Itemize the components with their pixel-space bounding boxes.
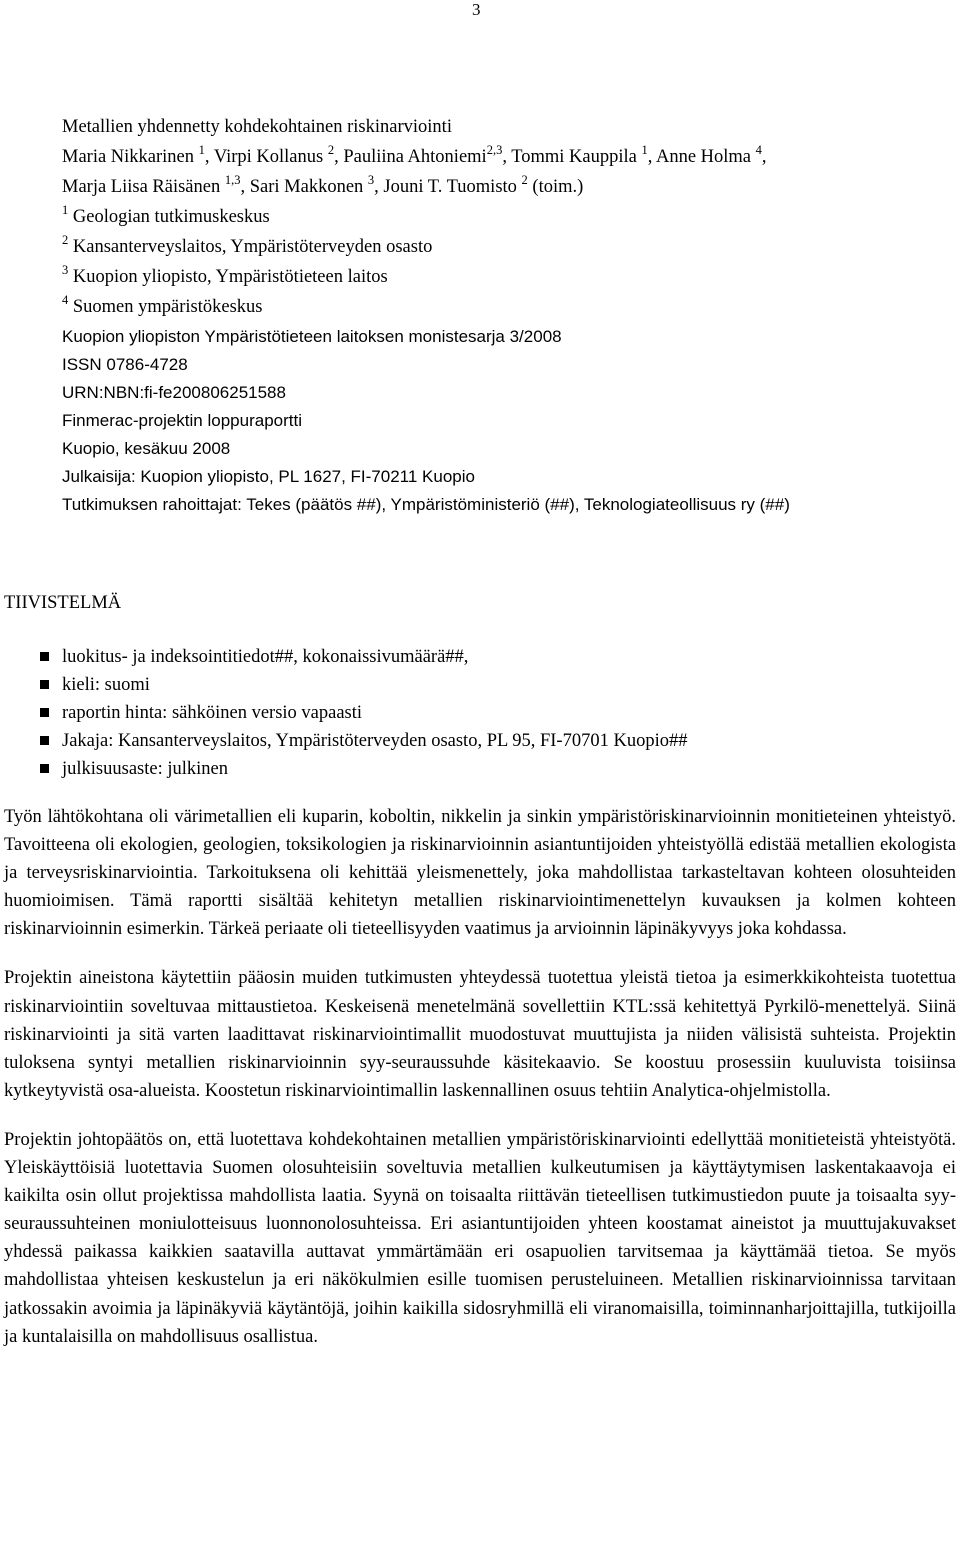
affiliation-marker: 2 xyxy=(327,142,335,157)
affiliation-marker: 4 xyxy=(755,142,762,157)
affiliation-1 xyxy=(62,202,960,232)
page-number: 3 xyxy=(472,0,481,19)
affiliation-3 xyxy=(62,262,960,292)
report-type: Finmerac-projektin loppuraportti xyxy=(62,411,302,430)
list-item-text: kieli: suomi xyxy=(62,675,150,695)
author-name: Maria Nikkarinen xyxy=(62,147,195,167)
author-name: , Virpi Kollanus xyxy=(204,147,324,167)
authors-line-2 xyxy=(62,172,960,202)
report-metadata xyxy=(62,112,960,519)
editor-note: (toim.) xyxy=(527,177,584,197)
place-date: Kuopio, kesäkuu 2008 xyxy=(62,439,231,458)
author-name: , Pauliina Ahtoniemi xyxy=(334,147,487,167)
urn: URN:NBN:fi-fe200806251588 xyxy=(62,383,286,402)
publisher: Julkaisija: Kuopion yliopisto, PL 1627, FI-70211 Kuopio xyxy=(62,467,475,486)
list-item-text: Jakaja: Kansanterveyslaitos, Ympäristöterveyden osasto, PL 95, FI-70701 Kuopio## xyxy=(62,731,688,751)
series-info: Kuopion yliopiston Ympäristötieteen laitoksen monistesarja 3/2008 xyxy=(62,327,562,346)
affiliation-name: Geologian tutkimuskeskus xyxy=(68,207,270,227)
square-bullet-icon xyxy=(40,736,49,745)
author-name: , Sari Makkonen xyxy=(240,177,364,197)
author-name: , Jouni T. Tuomisto xyxy=(374,177,517,197)
square-bullet-icon xyxy=(40,680,49,689)
author-name: , Tommi Kauppila xyxy=(502,147,637,167)
affiliation-number: 1 xyxy=(62,202,69,217)
issn: ISSN 0786-4728 xyxy=(62,355,188,374)
list-item xyxy=(40,727,687,755)
square-bullet-icon xyxy=(40,764,49,773)
section-heading: TIIVISTELMÄ xyxy=(4,593,122,613)
affiliation-2 xyxy=(62,232,960,262)
paragraph: Työn lähtökohtana oli värimetallien eli kuparin, koboltin, nikkelin ja sinkin ympäristöriskinarvioinnin monitieteinen yhteistyö. Tavoitteena oli ekologien, geologien, toksikologien ja riskinarvioinnin asiantuntijoiden yhteistyöllä edistää metallien ekologista ja terveysriskinarviointia. Tarkoituksena oli kehittää yleismenettely, joka mahdollistaa tarkasteltavan kohteen olosuhteiden huomioimisen. Tämä raportti sisältää kehitetyn metallien riskinarviointimenettelyn kuvauksen ja kolmen kohteen riskinarvioinnin esimerkin. Tärkeä periaate oli tieteellisyyden vaatimus ja arvioinnin läpinäkyvyys joka kohdassa. xyxy=(4,807,956,940)
paragraph: Projektin johtopäätös on, että luotettava kohdekohtainen metallien ympäristöriskinarviointi edellyttää monitieteistä yhteistyötä. Yleiskäyttöisiä luotettavia Suomen olosuhteisiin soveltuvia metallien kulkeutumisen ja käyttäytymisen laskentakaavoja ei kaikilta osin ollut projektissa mahdollista laatia. Syynä on toisaalta riittävän tieteellisen tutkimustiedon puute ja toisaalta syy-seuraussuhteinen moniulotteisuus luonnonolosuhteissa. Eri asiantuntijoiden yhteen koostamat aineistot ja muuttujakuvakset yhdessä paikassa kaikkien saatavilla auttavat ymmärtämään eri osapuolien tarvitsemaa ja käyttämää tietoa. Se myös mahdollistaa yhteisen keskustelun ja eri näkökulmien esille tuomisen perusteluineen. Metallien riskinarvioinnissa tarvitaan jatkossakin avoimia ja läpinäkyviä käytäntöjä, joihin kaikilla sidosryhmillä eli viranomaisilla, toiminnanharjoittajilla, tutkijoilla ja kuntalaisilla on mahdollisuus osallistua. xyxy=(4,1129,956,1347)
affiliation-number: 2 xyxy=(62,232,69,247)
affiliation-marker: 2,3 xyxy=(486,142,503,157)
author-name: , Anne Holma xyxy=(647,147,752,167)
abstract-body xyxy=(4,803,956,1372)
affiliation-marker: 2 xyxy=(521,172,528,187)
list-item xyxy=(40,699,687,727)
square-bullet-icon xyxy=(40,708,49,717)
affiliation-number: 4 xyxy=(62,292,69,307)
publication-info xyxy=(62,323,960,519)
square-bullet-icon xyxy=(40,652,49,661)
list-item-text: julkisuusaste: julkinen xyxy=(62,759,228,779)
affiliation-number: 3 xyxy=(62,262,69,277)
list-item xyxy=(40,755,687,783)
affiliation-name: Kansanterveyslaitos, Ympäristöterveyden osasto xyxy=(68,237,433,257)
affiliation-name: Kuopion yliopisto, Ympäristötieteen laitos xyxy=(68,267,388,287)
affiliation-4 xyxy=(62,292,960,322)
info-bullet-list xyxy=(40,643,687,783)
funders: Tutkimuksen rahoittajat: Tekes (päätös ##), Ympäristöministeriö (##), Teknologiateollisuus ry (##) xyxy=(62,495,790,514)
list-item xyxy=(40,671,687,699)
list-item xyxy=(40,643,687,671)
affiliation-marker: 1 xyxy=(641,142,648,157)
paragraph: Projektin aineistona käytettiin pääosin muiden tutkimusten yhteydessä tuotettua yleistä tietoa ja esimerkkikohteista tuotettua riskinarviointiin soveltuvaa mittaustietoa. Keskeisenä menetelmänä sovellettiin KTL:ssä kehitettyä Pyrkilö-menettelyä. Siinä riskinarviointi ja sitä varten laadittavat riskinarviointimallit muodostuvat muuttujista ja niiden välisistä suhteista. Projektin tuloksena syntyi metallien riskinarvioinnin syy-seuraussuhde käsitekaavio. Se koostuu prosessiin kuuluvista toisiinsa kytkeytyvistä osa-alueista. Koostetun riskinarviointimallin laskennallinen osuus tehtiin Analytica-ohjelmistolla. xyxy=(4,968,956,1101)
report-title: Metallien yhdennetty kohdekohtainen riskinarviointi xyxy=(62,117,452,137)
authors-line-1 xyxy=(62,142,960,172)
author-name: Marja Liisa Räisänen xyxy=(62,177,221,197)
list-item-text: raportin hinta: sähköinen versio vapaasti xyxy=(62,703,363,723)
affiliation-marker: 3 xyxy=(367,172,375,187)
list-item-text: luokitus- ja indeksointitiedot##, kokonaissivumäärä##, xyxy=(62,647,469,667)
author-separator: , xyxy=(761,147,767,167)
affiliation-name: Suomen ympäristökeskus xyxy=(68,297,263,317)
affiliation-marker: 1 xyxy=(198,142,205,157)
affiliation-marker: 1,3 xyxy=(224,172,241,187)
